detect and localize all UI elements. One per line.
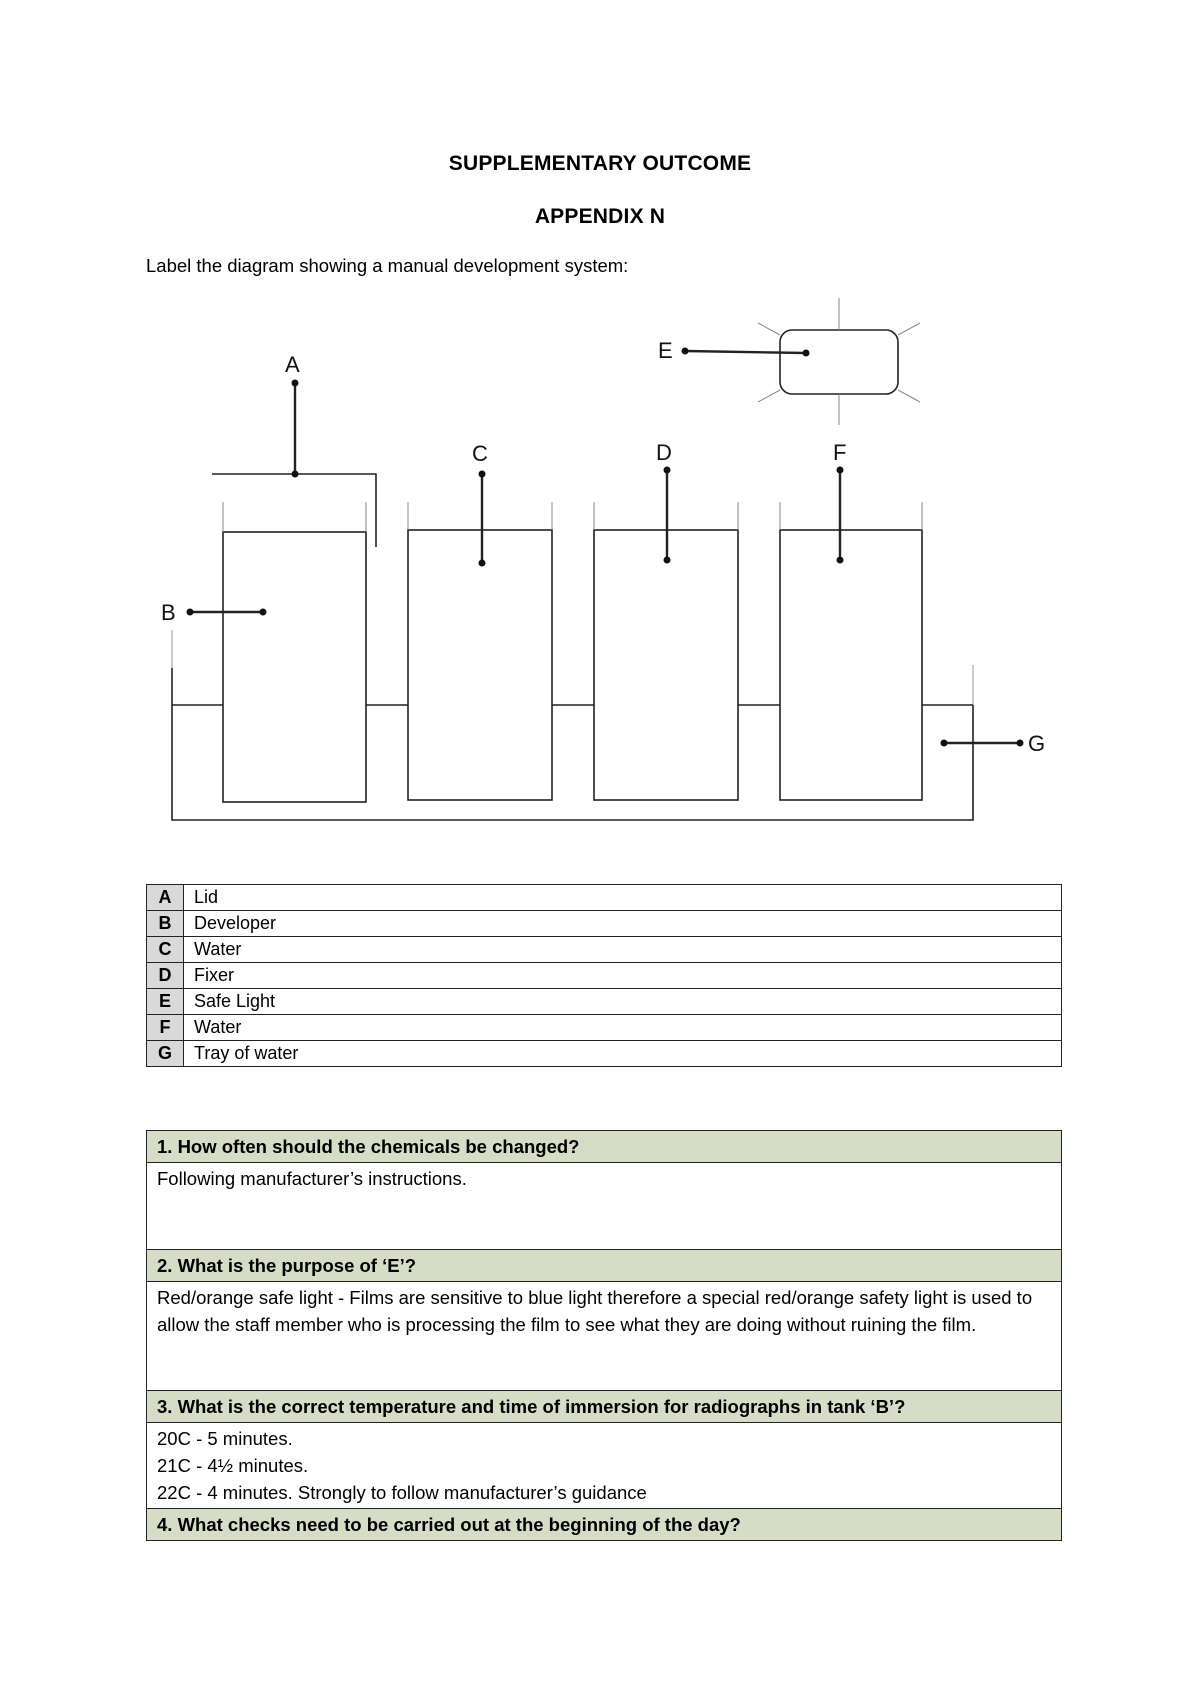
diagram-label-a: A	[285, 352, 300, 377]
label-value: Water	[184, 937, 1062, 963]
diagram-label-d: D	[656, 440, 672, 465]
label-key-table	[146, 884, 1062, 1067]
label-value: Water	[184, 1015, 1062, 1041]
question-2: 2. What is the purpose of ‘E’?	[147, 1250, 1062, 1282]
answer-line: 20C - 5 minutes.	[157, 1428, 293, 1449]
question-1: 1. How often should the chemicals be changed?	[147, 1131, 1062, 1163]
answer-line: Red/orange safe light - Films are sensitive to blue light therefore a special red/orange safety light is used to allow the staff member who is processing the film to see what they are doing without ruining the film.	[157, 1287, 1033, 1335]
label-key: C	[147, 937, 184, 963]
label-value: Fixer	[184, 963, 1062, 989]
tank-water-2	[780, 530, 922, 800]
label-value: Tray of water	[184, 1041, 1062, 1067]
table-row	[147, 963, 1062, 989]
tank-water	[408, 530, 552, 800]
question-4: 4. What checks need to be carried out at the beginning of the day?	[147, 1509, 1062, 1541]
tank-fixer	[594, 530, 738, 800]
instruction-text: Label the diagram showing a manual development system:	[146, 255, 629, 276]
label-key: G	[147, 1041, 184, 1067]
development-system-diagram	[0, 280, 1200, 840]
tank-developer	[223, 532, 366, 802]
table-row	[147, 937, 1062, 963]
answer-2	[147, 1282, 1062, 1391]
answer-3	[147, 1423, 1062, 1509]
label-key: E	[147, 989, 184, 1015]
diagram-label-f: F	[833, 440, 847, 465]
label-key: A	[147, 885, 184, 911]
answer-line: 22C - 4 minutes. Strongly to follow manufacturer’s guidance	[157, 1482, 647, 1503]
table-row	[147, 1015, 1062, 1041]
label-value: Safe Light	[184, 989, 1062, 1015]
label-key: B	[147, 911, 184, 937]
answer-line: Following manufacturer’s instructions.	[157, 1168, 467, 1189]
water-tray-outline	[172, 668, 973, 820]
questions-table	[146, 1130, 1062, 1541]
answer-1	[147, 1163, 1062, 1250]
lid-outline	[212, 474, 376, 547]
answer-line: 21C - 4½ minutes.	[157, 1455, 309, 1476]
label-value: Developer	[184, 911, 1062, 937]
label-key: F	[147, 1015, 184, 1041]
question-3: 3. What is the correct temperature and time of immersion for radiographs in tank ‘B’?	[147, 1391, 1062, 1423]
table-row	[147, 885, 1062, 911]
diagram-label-e: E	[658, 338, 673, 363]
diagram-label-b: B	[161, 600, 176, 625]
safe-light-box	[780, 330, 898, 394]
document-title: SUPPLEMENTARY OUTCOME	[448, 152, 752, 175]
label-value: Lid	[184, 885, 1062, 911]
table-row	[147, 989, 1062, 1015]
document-subtitle: APPENDIX N	[534, 205, 666, 228]
diagram-label-g: G	[1028, 731, 1046, 756]
label-key: D	[147, 963, 184, 989]
diagram-label-c: C	[472, 441, 488, 466]
table-row	[147, 911, 1062, 937]
table-row	[147, 1041, 1062, 1067]
